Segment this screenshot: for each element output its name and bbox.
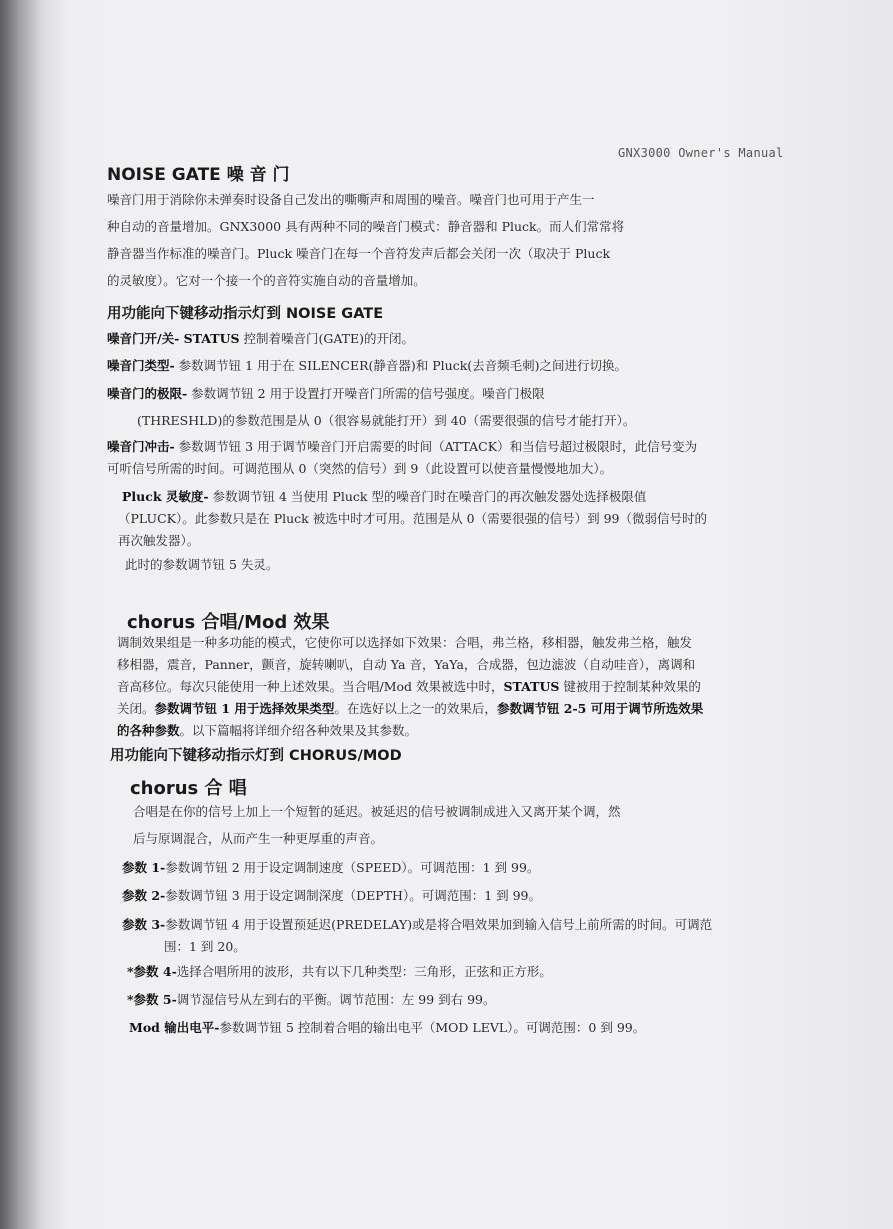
chorus-mod-heading: chorus 合唱/Mod 效果 bbox=[127, 612, 330, 633]
chorus-param-1 bbox=[122, 854, 539, 881]
param-label: 参数 1- bbox=[122, 860, 166, 875]
knob5-note: 此时的参数调节钮 5 失灵。 bbox=[125, 557, 279, 572]
chorus-param-4 bbox=[127, 958, 552, 985]
param-label: 噪音门类型- bbox=[107, 358, 175, 373]
noise-gate-intro bbox=[107, 186, 624, 294]
noise-gate-nav-instruction: 用功能向下键移动指示灯到 NOISE GATE bbox=[107, 306, 384, 322]
noise-gate-heading: NOISE GATE 噪 音 门 bbox=[107, 165, 290, 185]
param-label: 噪音门的极限- bbox=[107, 386, 188, 401]
param-text: 参数调节钮 2 用于设定调制速度（SPEED）。可调范围：1 到 99。 bbox=[165, 860, 540, 875]
param-text: 控制着噪音门(GATE)的开闭。 bbox=[239, 331, 415, 346]
text-fragment: 音高移位。每次只能使用一种上述效果。当合唱/Mod 效果被选中时， bbox=[117, 679, 504, 694]
text-fragment: 关闭。 bbox=[117, 701, 155, 716]
param-text: 参数调节钮 4 用于设置预延迟(PREDELAY)或是将合唱效果加到输入信号上前所需的时间。可调范 bbox=[165, 917, 713, 932]
chorus-heading: chorus 合 唱 bbox=[130, 778, 247, 799]
chorus-param-3 bbox=[122, 914, 712, 958]
gate-attack-param bbox=[107, 436, 697, 480]
text-line: 的灵敏度）。它对一个接一个的音符实施自动的音量增加。 bbox=[107, 273, 426, 288]
status-keyword: STATUS bbox=[503, 679, 560, 694]
param-text: 参数调节钮 3 用于调节噪音门开启需要的时间（ATTACK）和当信号超过极限时，此信号变为 bbox=[174, 439, 698, 454]
param-label: 参数 3- bbox=[122, 917, 166, 932]
manual-header: GNX3000 Owner's Manual bbox=[618, 146, 784, 160]
param-text: 参数调节钮 2 用于设置打开噪音门所需的信号强度。噪音门极限 bbox=[187, 386, 545, 401]
param-text: 调节湿信号从左到右的平衡。调节范围：左 99 到右 99。 bbox=[176, 992, 496, 1007]
text-line: 种自动的音量增加。GNX3000 具有两种不同的噪音门模式：静音器和 Pluck。而人们常常将 bbox=[107, 219, 625, 234]
param-text: 参数调节钮 4 当使用 Pluck 型的噪音门时在噪音门的再次触发器处选择极限值 bbox=[208, 489, 647, 504]
gate-threshold-param bbox=[107, 380, 635, 434]
bold-phrase: 的各种参数 bbox=[117, 723, 180, 738]
chorus-param-5 bbox=[127, 986, 496, 1013]
param-label: Pluck 灵敏度- bbox=[122, 489, 209, 504]
bold-phrase: 参数调节钮 1 用于选择效果类型 bbox=[154, 701, 335, 716]
param-label: 参数 2- bbox=[122, 888, 166, 903]
gate-type-param bbox=[107, 352, 627, 379]
text-line: 可听信号所需的时间。可调范围从 0（突然的信号）到 9（此设置可以使音量慢慢地加大）。 bbox=[107, 461, 613, 476]
param-text: 参数调节钮 3 用于设定调制深度（DEPTH）。可调范围：1 到 99。 bbox=[165, 888, 542, 903]
text-line: 围：1 到 20。 bbox=[164, 939, 246, 954]
text-fragment: 。以下篇幅将详细介绍各种效果及其参数。 bbox=[179, 723, 418, 738]
text-line: (THRESHLD)的参数范围是从 0（很容易就能打开）到 40（需要很强的信号才能打开）。 bbox=[137, 413, 636, 428]
pluck-sensitivity-param bbox=[118, 486, 707, 552]
chorus-mod-description bbox=[117, 632, 703, 742]
param-label: 噪音门开/关- STATUS bbox=[107, 331, 240, 346]
param-text: 参数调节钮 5 控制着合唱的输出电平（MOD LEVL）。可调范围：0 到 99。 bbox=[219, 1020, 646, 1035]
param-label: *参数 4- bbox=[127, 964, 177, 979]
text-fragment: 。在选好以上之一的效果后， bbox=[334, 701, 497, 716]
text-line: 后与原调混合，从而产生一种更厚重的声音。 bbox=[133, 831, 384, 846]
param-text: 参数调节钮 1 用于在 SILENCER(静音器)和 Pluck(去音频毛刺)之间进行切换。 bbox=[174, 358, 628, 373]
chorus-intro bbox=[133, 798, 621, 852]
gate-status-param bbox=[107, 325, 414, 352]
param-label: 噪音门冲击- bbox=[107, 439, 175, 454]
text-line: 再次触发器）。 bbox=[118, 533, 200, 548]
text-line: 噪音门用于消除你未弹奏时设备自己发出的嘶嘶声和周围的噪音。噪音门也可用于产生一 bbox=[107, 192, 595, 207]
bold-phrase: 参数调节钮 2-5 可用于调节所选效果 bbox=[496, 701, 704, 716]
param-label: Mod 输出电平- bbox=[129, 1020, 220, 1035]
text-line: （PLUCK）。此参数只是在 Pluck 被选中时才可用。范围是从 0（需要很强的信号）到 99（微弱信号时的 bbox=[118, 511, 708, 526]
text-line: 调制效果组是一种多功能的模式，它使你可以选择如下效果：合唱，弗兰格，移相器，触发弗兰格，触发 bbox=[117, 635, 693, 650]
chorus-mod-nav-instruction: 用功能向下键移动指示灯到 CHORUS/MOD bbox=[110, 748, 402, 764]
mod-output-level-param bbox=[129, 1014, 645, 1041]
param-label: *参数 5- bbox=[127, 992, 177, 1007]
param-text: 选择合唱所用的波形，共有以下几种类型：三角形，正弦和正方形。 bbox=[176, 964, 552, 979]
text-line: 合唱是在你的信号上加上一个短暂的延迟。被延迟的信号被调制成进入又离开某个调，然 bbox=[133, 804, 621, 819]
text-line: 静音器当作标准的噪音门。Pluck 噪音门在每一个音符发声后都会关闭一次（取决于 Pluck bbox=[107, 246, 611, 261]
text-fragment: 键被用于控制某种效果的 bbox=[559, 679, 701, 694]
text-line: 移相器，震音，Panner，颤音，旋转喇叭，自动 Ya 音，YaYa，合成器，包边滤波（自动哇音），离调和 bbox=[117, 657, 696, 672]
chorus-param-2 bbox=[122, 882, 541, 909]
